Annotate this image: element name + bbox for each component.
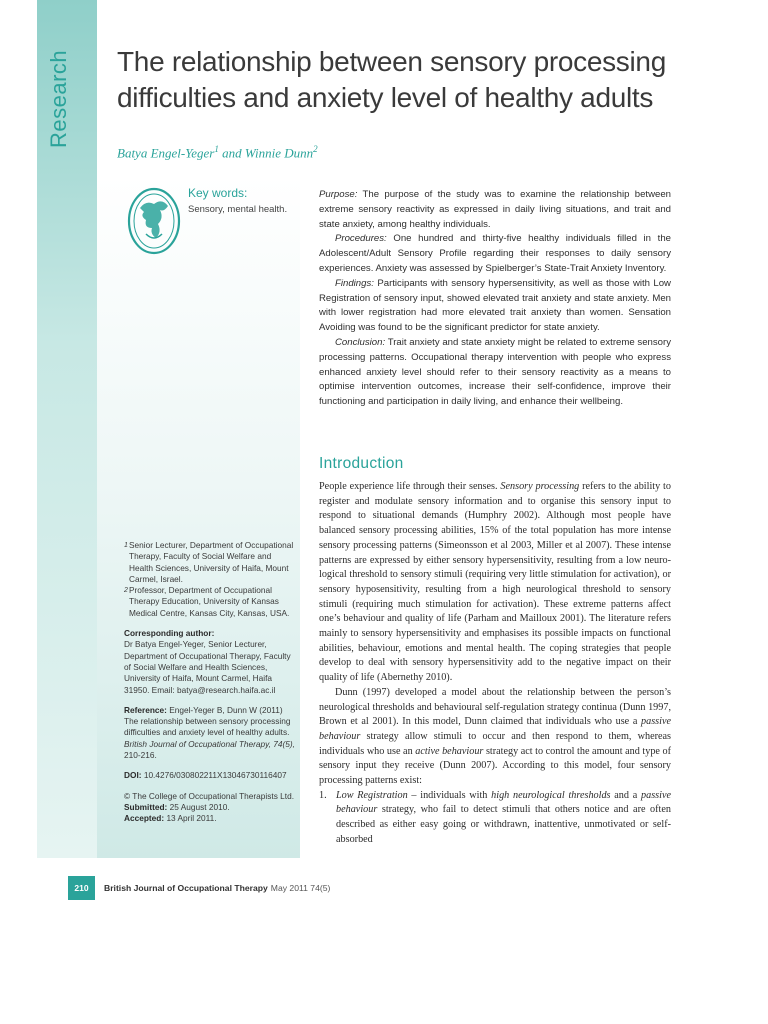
reference-text: Engel-Yeger B, Dunn W (2011) The relationship between sensory processing difficulties and anxiety level of healthy adults. xyxy=(124,704,291,738)
list-item-term: Low Registration xyxy=(336,789,408,801)
doi-label: DOI: xyxy=(124,770,142,781)
author-1-affil: 1 xyxy=(214,144,219,154)
abstract-procedures xyxy=(319,232,671,276)
journal-logo-icon xyxy=(126,186,182,256)
abstract-purpose-label: Purpose: xyxy=(319,189,358,200)
author-joiner: and xyxy=(222,145,242,161)
intro-p2-emphasis-1: passive behaviour xyxy=(319,716,671,742)
footnote-2 xyxy=(124,585,296,619)
footer-issue: May 2011 74(5) xyxy=(270,883,331,893)
reference xyxy=(124,705,296,761)
sidebar-notes xyxy=(124,540,296,825)
intro-p2-text-c: strategy act to control the amount and type of sensory input they receive (Dunn 2007). According to this model, four sensory processing patterns exist: xyxy=(319,745,671,787)
footnote-1-text: Senior Lecturer, Department of Occupational Therapy, Faculty of Social Welfare and Health Sciences, University of Haifa, Mount Carmel, Israel. xyxy=(129,540,294,584)
accepted-label: Accepted: xyxy=(124,813,165,824)
accepted xyxy=(124,813,296,824)
abstract-conclusion-text: Trait anxiety and state anxiety might be related to extreme sensory processing patterns. Occupational therapy intervention with people who express enhanced anxiety level should refer to their sensory reactivity as a means to optimise intervention outcomes, increase their self-confidence, improve their functioning and participation in daily living, and enhance their wellbeing. xyxy=(319,336,671,408)
abstract-purpose xyxy=(319,188,671,232)
abstract-procedures-text: One hundred and thirty-five healthy individuals filled in the Adolescent/Adult Sensory Profile regarding their responses to daily sensory experiences. Anxiety was assessed by Spielberger’s State-Trait Anxiety Inventory. xyxy=(319,233,671,274)
footnote-1 xyxy=(124,540,296,585)
footnote-1-mark: 1 xyxy=(124,542,128,549)
author-line xyxy=(117,144,318,161)
intro-p1-text-b: refers to the ability to register and modulate sensory information and to organise this sensory input to respond to situational demands (Humphry 2002). Although most people have balanced sensory processing abilities, 15% of the total population has more intense sensory processing patterns (Simeonsson et al 2003, Miller et al 2007). These intense patterns are expressed by either sensory hypersensitivity, resulting from a low neuro-logical threshold to sensory stimuli (requiring very little stimulation for activation), or sensory hyposensitivity, resulting from a high neurological threshold to sensory stimuli (requiring much stimulation for activation). These extreme patterns affect one’s behaviour and quality of life (Parham and Mailloux 2001). The literature refers mainly to sensory hypersensitivity and emphasises its possible impacts on functional abilities, behaviour, emotions and mental health. The coping strategies that people develop to deal with sensory hypersensitivity add to the negative impact on their quality of life (Abernethy 2010). xyxy=(319,481,671,684)
doi xyxy=(124,770,296,781)
list-item-text-b: and a xyxy=(610,789,642,801)
footnote-2-mark: 2 xyxy=(124,587,128,595)
accepted-date: 13 April 2011. xyxy=(166,813,217,824)
intro-p2-emphasis-2: active behaviour xyxy=(415,745,484,757)
list-item-emphasis-3: passive behaviour xyxy=(336,789,672,816)
footer-journal xyxy=(104,883,330,893)
abstract-findings-label: Findings: xyxy=(335,277,374,289)
author-2: Winnie Dunn xyxy=(244,145,314,161)
copyright: © The College of Occupational Therapists Ltd. xyxy=(124,790,294,801)
submitted-date: 25 August 2010. xyxy=(169,801,230,812)
corresponding-author-text: Dr Batya Engel-Yeger, Senior Lecturer, Department of Occupational Therapy, Faculty of Social Welfare and Health Sciences, University of Haifa, Mount Carmel, Haifa 31950. Email: batya@research.haifa.ac.il xyxy=(124,639,291,695)
footer-journal-name: British Journal of Occupational Therapy xyxy=(104,883,268,893)
reference-label: Reference: xyxy=(124,704,167,715)
page-number: 210 xyxy=(68,876,95,900)
reference-journal: British Journal of Occupational Therapy, 74(5), xyxy=(124,738,295,749)
author-1: Batya Engel-Yeger xyxy=(117,145,215,161)
submitted-label: Submitted: xyxy=(124,801,168,812)
introduction-heading: Introduction xyxy=(319,455,404,472)
footnote-2-text: Professor, Department of Occupational Therapy Education, University of Kansas Medical Centre, Kansas City, Kansas, USA. xyxy=(129,585,290,618)
list-item-emphasis-2: high neurological thresholds xyxy=(491,789,611,801)
intro-p1-emphasis: Sensory processing xyxy=(500,481,580,492)
submitted xyxy=(124,802,296,813)
corresponding-author-heading xyxy=(124,628,296,639)
intro-paragraph-1 xyxy=(319,480,671,686)
doi-value: 10.4276/030802211X13046730116407 xyxy=(143,770,287,781)
abstract-findings-text: Participants with sensory hypersensitivity, as well as those with Low Registration of sensory input, showed elevated trait anxiety and state anxiety. Men with lower registration had more elevated trait anxiety than women. Sensation Avoiding was found to be the significant predictor for state anxiety. xyxy=(319,277,671,334)
reference-pages: 210-216. xyxy=(124,750,157,761)
list-item-number: 1. xyxy=(319,789,327,801)
introduction-body xyxy=(319,480,671,848)
abstract-findings xyxy=(319,277,671,336)
intro-paragraph-2 xyxy=(319,686,671,789)
abstract-procedures-label: Procedures: xyxy=(335,233,387,245)
list-item-text-c: strategy, who fail to detect stimuli that others notice and are often described as either easy going or withdrawn, inattentive, unmotivated or self-absorbed xyxy=(336,804,671,845)
abstract-conclusion xyxy=(319,336,671,410)
author-2-affil: 2 xyxy=(313,144,318,154)
article-title: The relationship between sensory processing difficulties and anxiety level of healthy adults xyxy=(117,46,666,113)
section-label: Research xyxy=(46,49,71,148)
keywords-text: Sensory, mental health. xyxy=(188,204,288,215)
abstract-conclusion-label: Conclusion: xyxy=(335,336,386,348)
intro-p2-text-a: Dunn (1997) developed a model about the relationship between the person’s neurological thresholds and behavioural self-regulation strategy continua (Dunn 1997, Brown et al 2001). In this model, Dunn claimed that individuals who use a xyxy=(319,686,671,728)
abstract xyxy=(319,188,671,410)
intro-p1-text-a: People experience life through their senses. xyxy=(319,481,501,492)
list-item xyxy=(319,789,671,848)
list-item-text-a: – individuals with xyxy=(407,789,492,801)
keywords-heading: Key words: xyxy=(188,186,248,200)
intro-p2-text-b: strategy allow stimuli to occur and then respond to them, whereas individuals who use an xyxy=(319,730,671,757)
sensory-patterns-list xyxy=(319,789,671,848)
abstract-purpose-text: The purpose of the study was to examine the relationship between extreme sensory reactivity as expressed in daily living situations, and trait and state anxiety, among healthy individuals. xyxy=(319,189,672,230)
corresponding-author-label: Corresponding author: xyxy=(124,628,215,639)
